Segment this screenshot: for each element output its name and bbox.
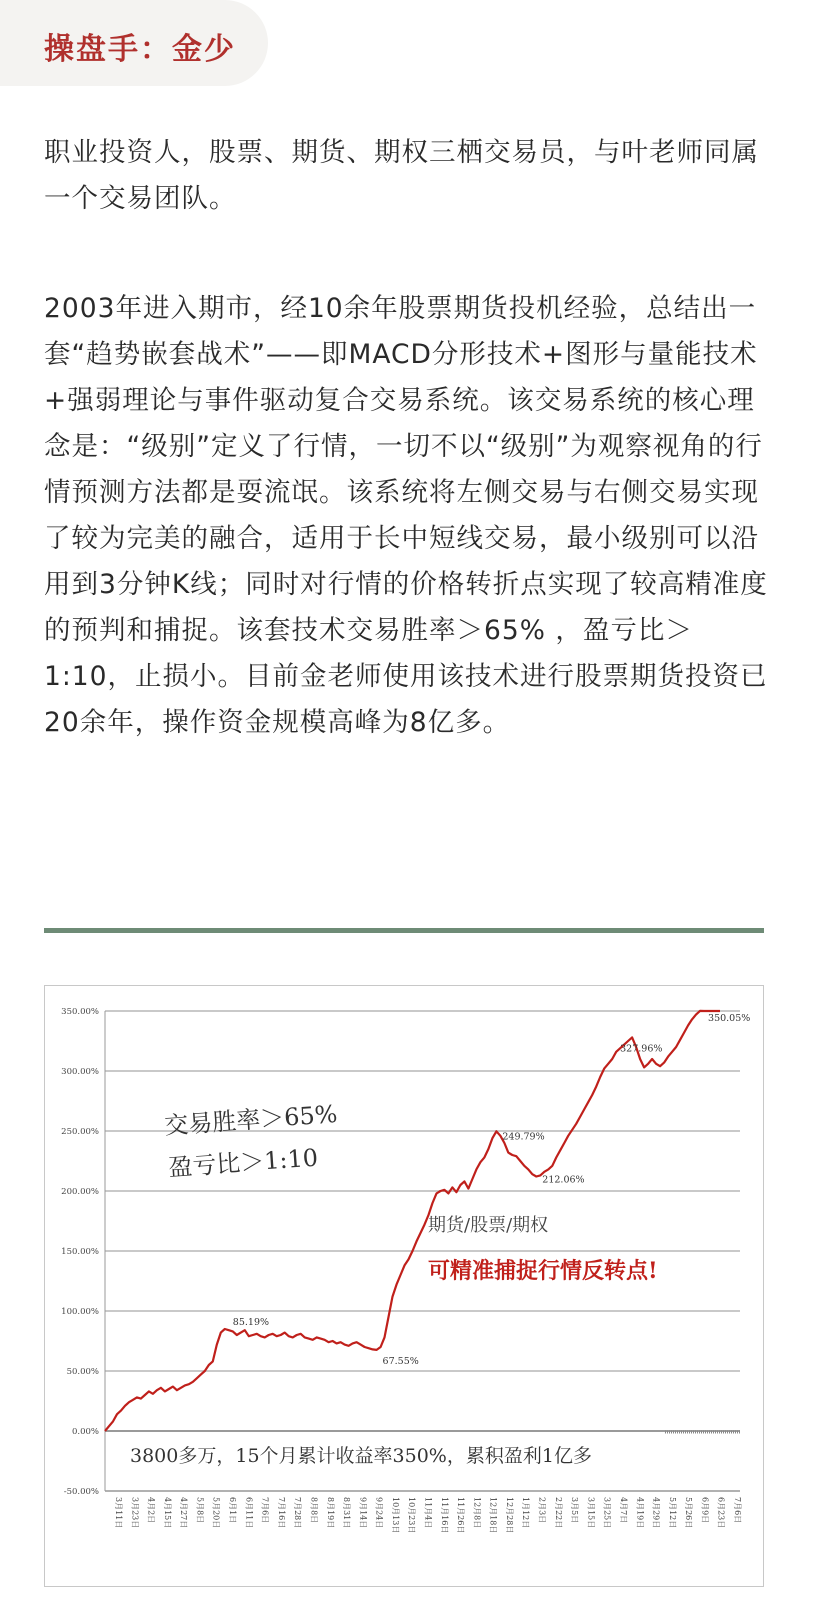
point-label: 350.05% — [708, 1012, 751, 1024]
x-tick-label: 5月26日 — [684, 1497, 694, 1529]
x-tick-label: 10月23日 — [407, 1497, 417, 1534]
intro-paragraph: 职业投资人，股票、期货、期权三栖交易员，与叶老师同属一个交易团队。 — [44, 137, 759, 214]
x-tick-label: 3月5日 — [570, 1497, 580, 1524]
x-tick-label: 12月28日 — [504, 1497, 514, 1534]
y-tick-label: 50.00% — [66, 1367, 99, 1377]
x-tick-label: 3月23日 — [130, 1497, 140, 1529]
y-tick-label: 250.00% — [61, 1127, 99, 1137]
x-tick-label: 4月7日 — [618, 1497, 628, 1524]
x-tick-label: 7月6日 — [260, 1497, 270, 1524]
x-tick-label: 3月11日 — [114, 1497, 123, 1529]
y-tick-label: 300.00% — [61, 1067, 99, 1077]
x-tick-label: 7月6日 — [733, 1497, 742, 1524]
x-tick-label: 2月22日 — [553, 1497, 563, 1529]
point-label: 327.96% — [620, 1043, 663, 1055]
x-tick-label: 6月9日 — [700, 1497, 710, 1524]
x-tick-label: 9月24日 — [374, 1497, 384, 1529]
win-rate-text: 交易胜率＞65% — [163, 1099, 339, 1140]
y-tick-label: 200.00% — [61, 1187, 99, 1197]
x-tick-label: 3月15日 — [586, 1497, 596, 1529]
point-label: 249.79% — [502, 1131, 545, 1143]
point-label: 212.06% — [542, 1174, 585, 1186]
y-tick-label: 0.00% — [71, 1427, 99, 1437]
x-tick-label: 4月2日 — [146, 1497, 156, 1524]
pl-ratio-text: 盈亏比＞1:10 — [167, 1143, 319, 1182]
x-tick-label: 7月16日 — [276, 1497, 286, 1529]
products-text: 期货/股票/期权 — [428, 1215, 549, 1236]
y-tick-label: 150.00% — [61, 1247, 99, 1257]
x-tick-label: 4月15日 — [162, 1497, 172, 1529]
point-label: 67.55% — [382, 1355, 419, 1367]
x-tick-label: 2月3日 — [537, 1497, 547, 1524]
x-tick-label: 12月18日 — [488, 1497, 498, 1534]
x-tick-label: 6月11日 — [244, 1497, 254, 1529]
x-tick-label: 6月1日 — [228, 1497, 238, 1524]
slogan-text: 可精准捕捉行情反转点! — [428, 1258, 658, 1284]
y-tick-label: 350.00% — [61, 1007, 99, 1017]
summary-text: 3800多万，15个月累计收益率350%，累积盈利1亿多 — [130, 1445, 592, 1467]
section-divider — [44, 928, 764, 933]
x-tick-label: 5月8日 — [195, 1497, 205, 1524]
performance-chart-frame — [44, 985, 764, 1587]
x-tick-label: 1月12日 — [521, 1497, 531, 1529]
x-tick-label: 8月31日 — [342, 1497, 352, 1529]
return-series-line — [105, 1011, 720, 1431]
x-tick-label: 11月26日 — [456, 1497, 466, 1534]
x-tick-label: 5月20日 — [211, 1497, 221, 1529]
y-tick-label: -50.00% — [63, 1487, 99, 1497]
x-tick-label: 11月4日 — [423, 1497, 433, 1529]
x-tick-label: 10月13日 — [390, 1497, 400, 1534]
x-tick-label: 11月16日 — [439, 1497, 449, 1534]
x-tick-label: 8月19日 — [325, 1497, 335, 1529]
x-tick-label: 5月12日 — [667, 1497, 677, 1529]
x-tick-label: 4月19日 — [635, 1497, 645, 1529]
page-title: 操盘手：金少 — [44, 32, 236, 67]
y-tick-label: 100.00% — [61, 1307, 99, 1317]
x-tick-label: 8月8日 — [309, 1497, 319, 1524]
performance-chart — [45, 986, 763, 1586]
x-tick-label: 12月8日 — [472, 1497, 482, 1529]
x-tick-label: 4月29日 — [651, 1497, 661, 1529]
x-tick-label: 3月25日 — [602, 1497, 612, 1529]
experience-paragraph: 2003年进入期市，经10余年股票期货投机经验，总结出一套“趋势嵌套战术”——即MACD分形技术+图形与量能技术+强弱理论与事件驱动复合交易系统。该交易系统的核心理念是：“级别”定义了行情，一切不以“级别”为观察视角的行情预测方法都是耍流氓。该系统将左侧交易与右侧交易实现了较为完美的融合，适用于长中短线交易，最小级别可以沿用到3分钟K线；同时对行情的价格转折点实现了较高精准度的预判和捕捉。该套技术交易胜率＞65% ，盈亏比＞1:10，止损小。目前金老师使用该技术进行股票期货投资已20余年，操作资金规模高峰为8亿多。 — [44, 293, 768, 738]
x-tick-label: 9月14日 — [358, 1497, 368, 1529]
x-tick-label: 7月28日 — [293, 1497, 303, 1529]
point-label: 85.19% — [232, 1317, 270, 1328]
x-tick-label: 4月27日 — [179, 1497, 189, 1529]
x-tick-label: 6月23日 — [716, 1497, 726, 1529]
